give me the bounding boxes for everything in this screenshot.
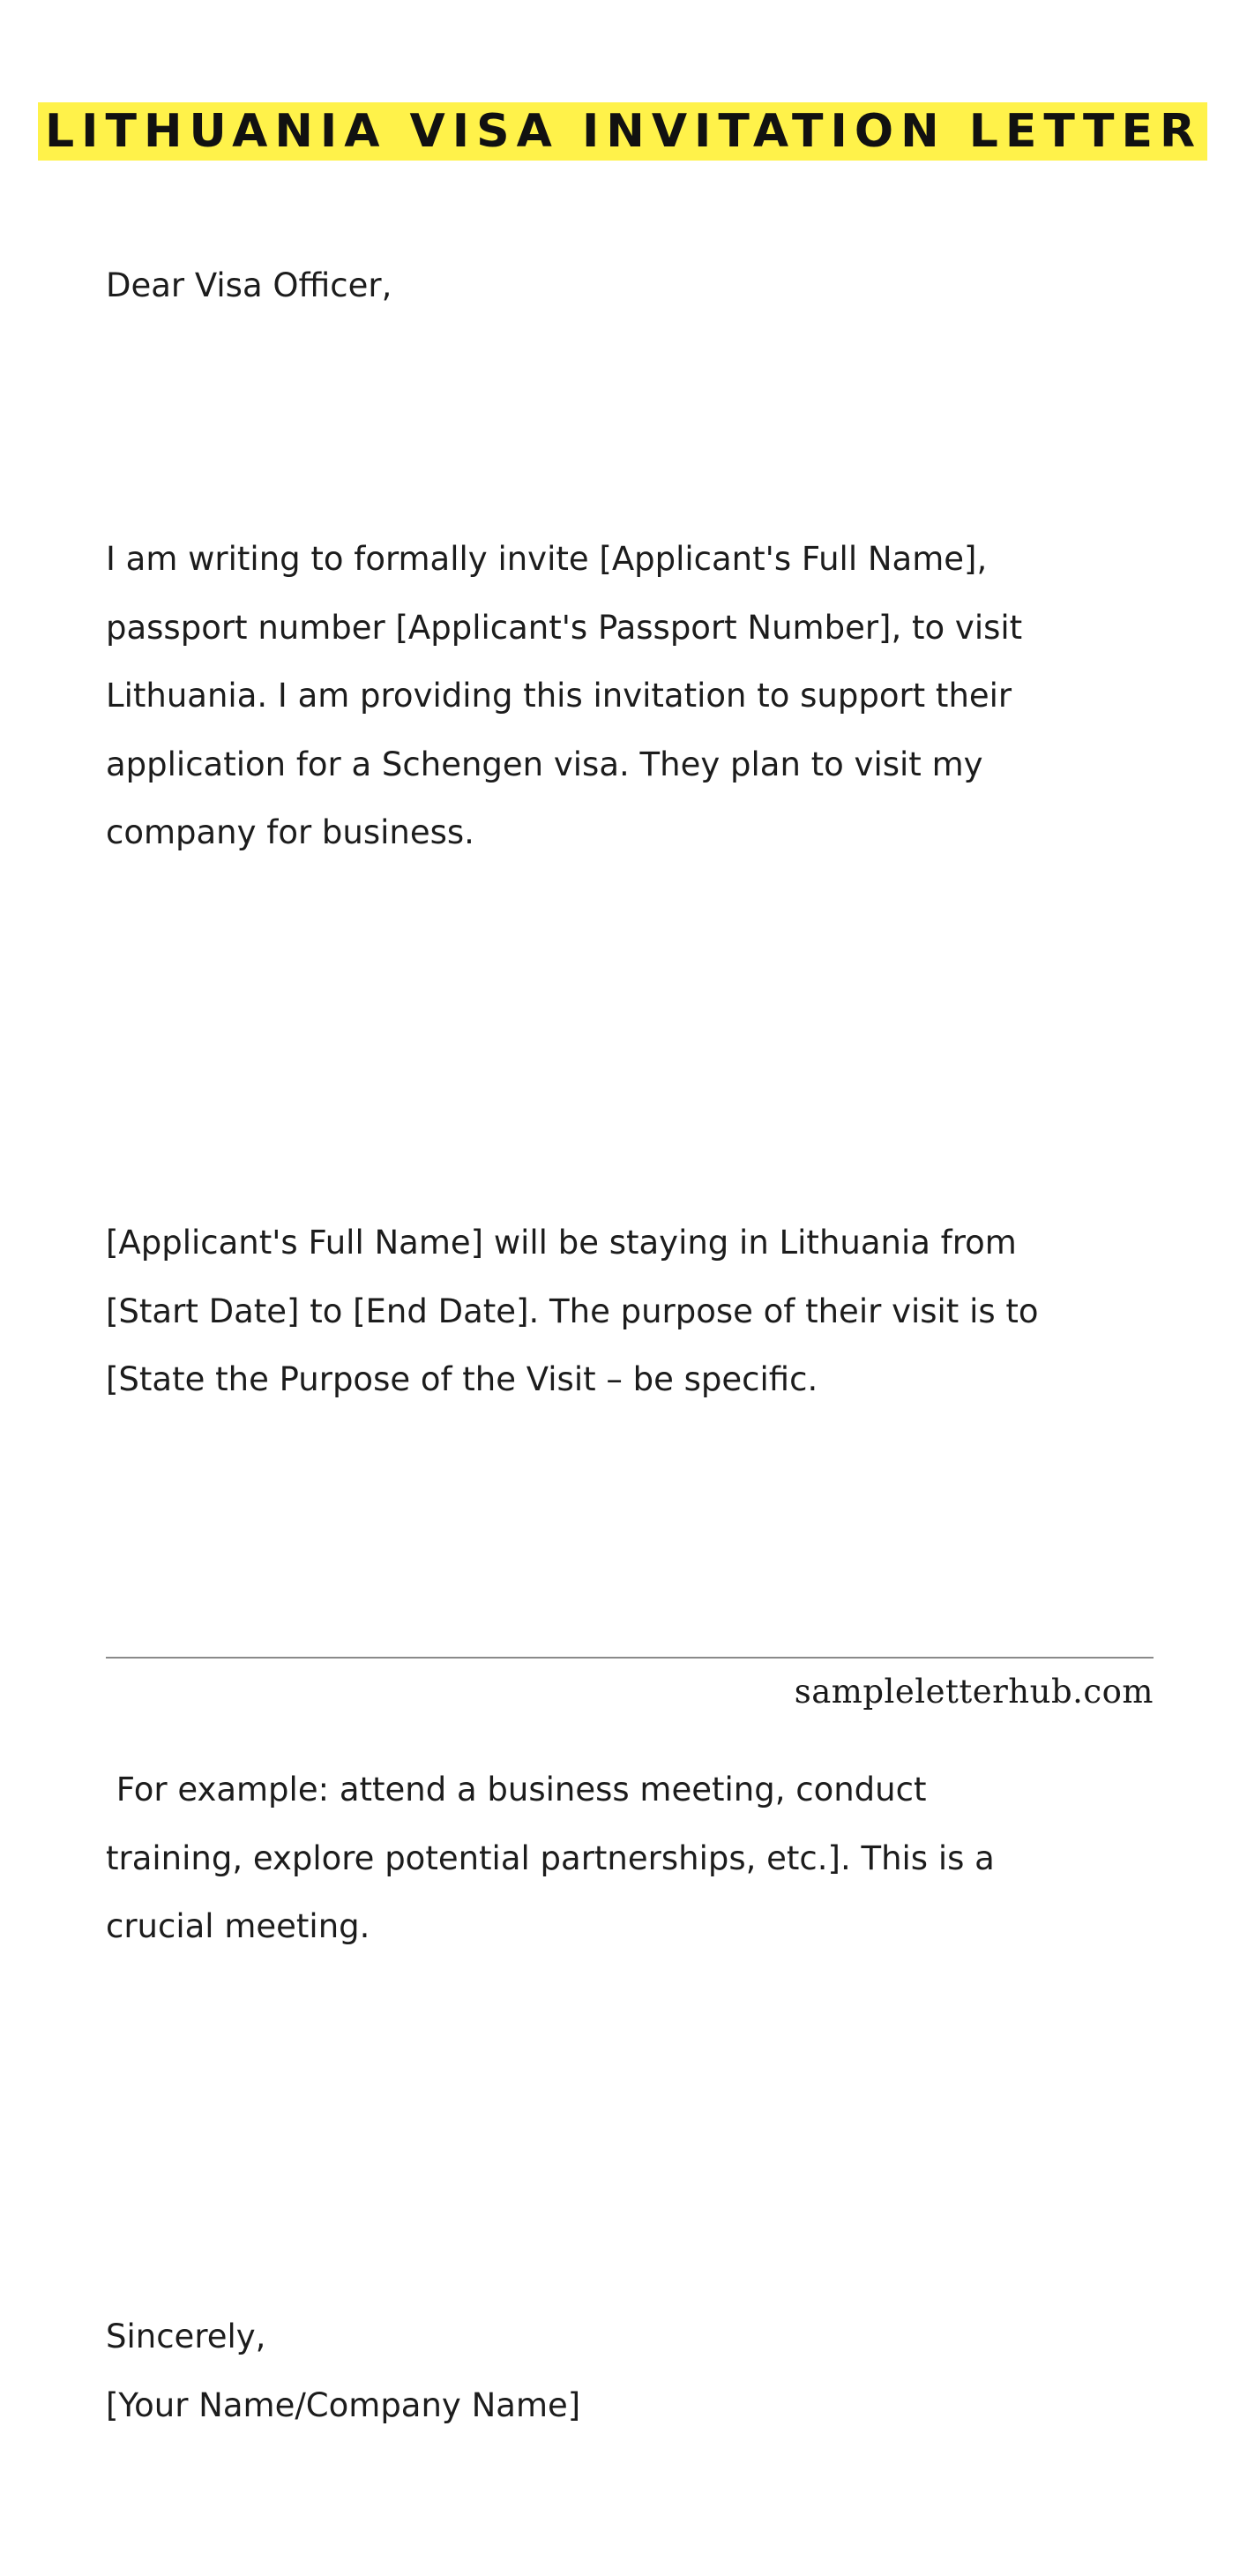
footer-divider [106, 1657, 1154, 1659]
paragraph-invitation [106, 388, 1199, 1004]
paragraph-line: crucial meeting. [106, 1907, 370, 1945]
paragraph-line: [Start Date] to [End Date]. The purpose of their visit is to [106, 1292, 1039, 1330]
closing-block [106, 2166, 1199, 2576]
paragraph-line: training, explore potential partnerships, etc.]. This is a [106, 1838, 995, 1877]
paragraph-line: company for business. [106, 813, 474, 851]
title-block [38, 102, 1207, 161]
paragraph-line: I am writing to formally invite [Applicant's Full Name], [106, 540, 988, 578]
signature: [Your Name/Company Name] [106, 2385, 581, 2424]
page-title: LITHUANIA VISA INVITATION LETTER [38, 102, 1207, 161]
salutation: Dear Visa Officer, [106, 266, 392, 304]
closing: Sincerely, [106, 2318, 266, 2355]
footer-site-name: sampleletterhub.com [794, 1673, 1154, 1711]
paragraph-line: [Applicant's Full Name] will be staying in Lithuania from [106, 1224, 1017, 1262]
paragraph-line: [State the Purpose of the Visit – be specific. [106, 1360, 818, 1398]
letter-body [106, 251, 1199, 2576]
paragraph-line: passport number [Applicant's Passport Number], to visit [106, 608, 1023, 647]
paragraph-line: Lithuania. I am providing this invitation to support their [106, 677, 1012, 715]
paragraph-line: application for a Schengen visa. They plan to visit my [106, 745, 983, 783]
paragraph-stay-details [106, 1072, 1199, 1551]
paragraph-line: For example: attend a business meeting, conduct [106, 1771, 927, 1808]
